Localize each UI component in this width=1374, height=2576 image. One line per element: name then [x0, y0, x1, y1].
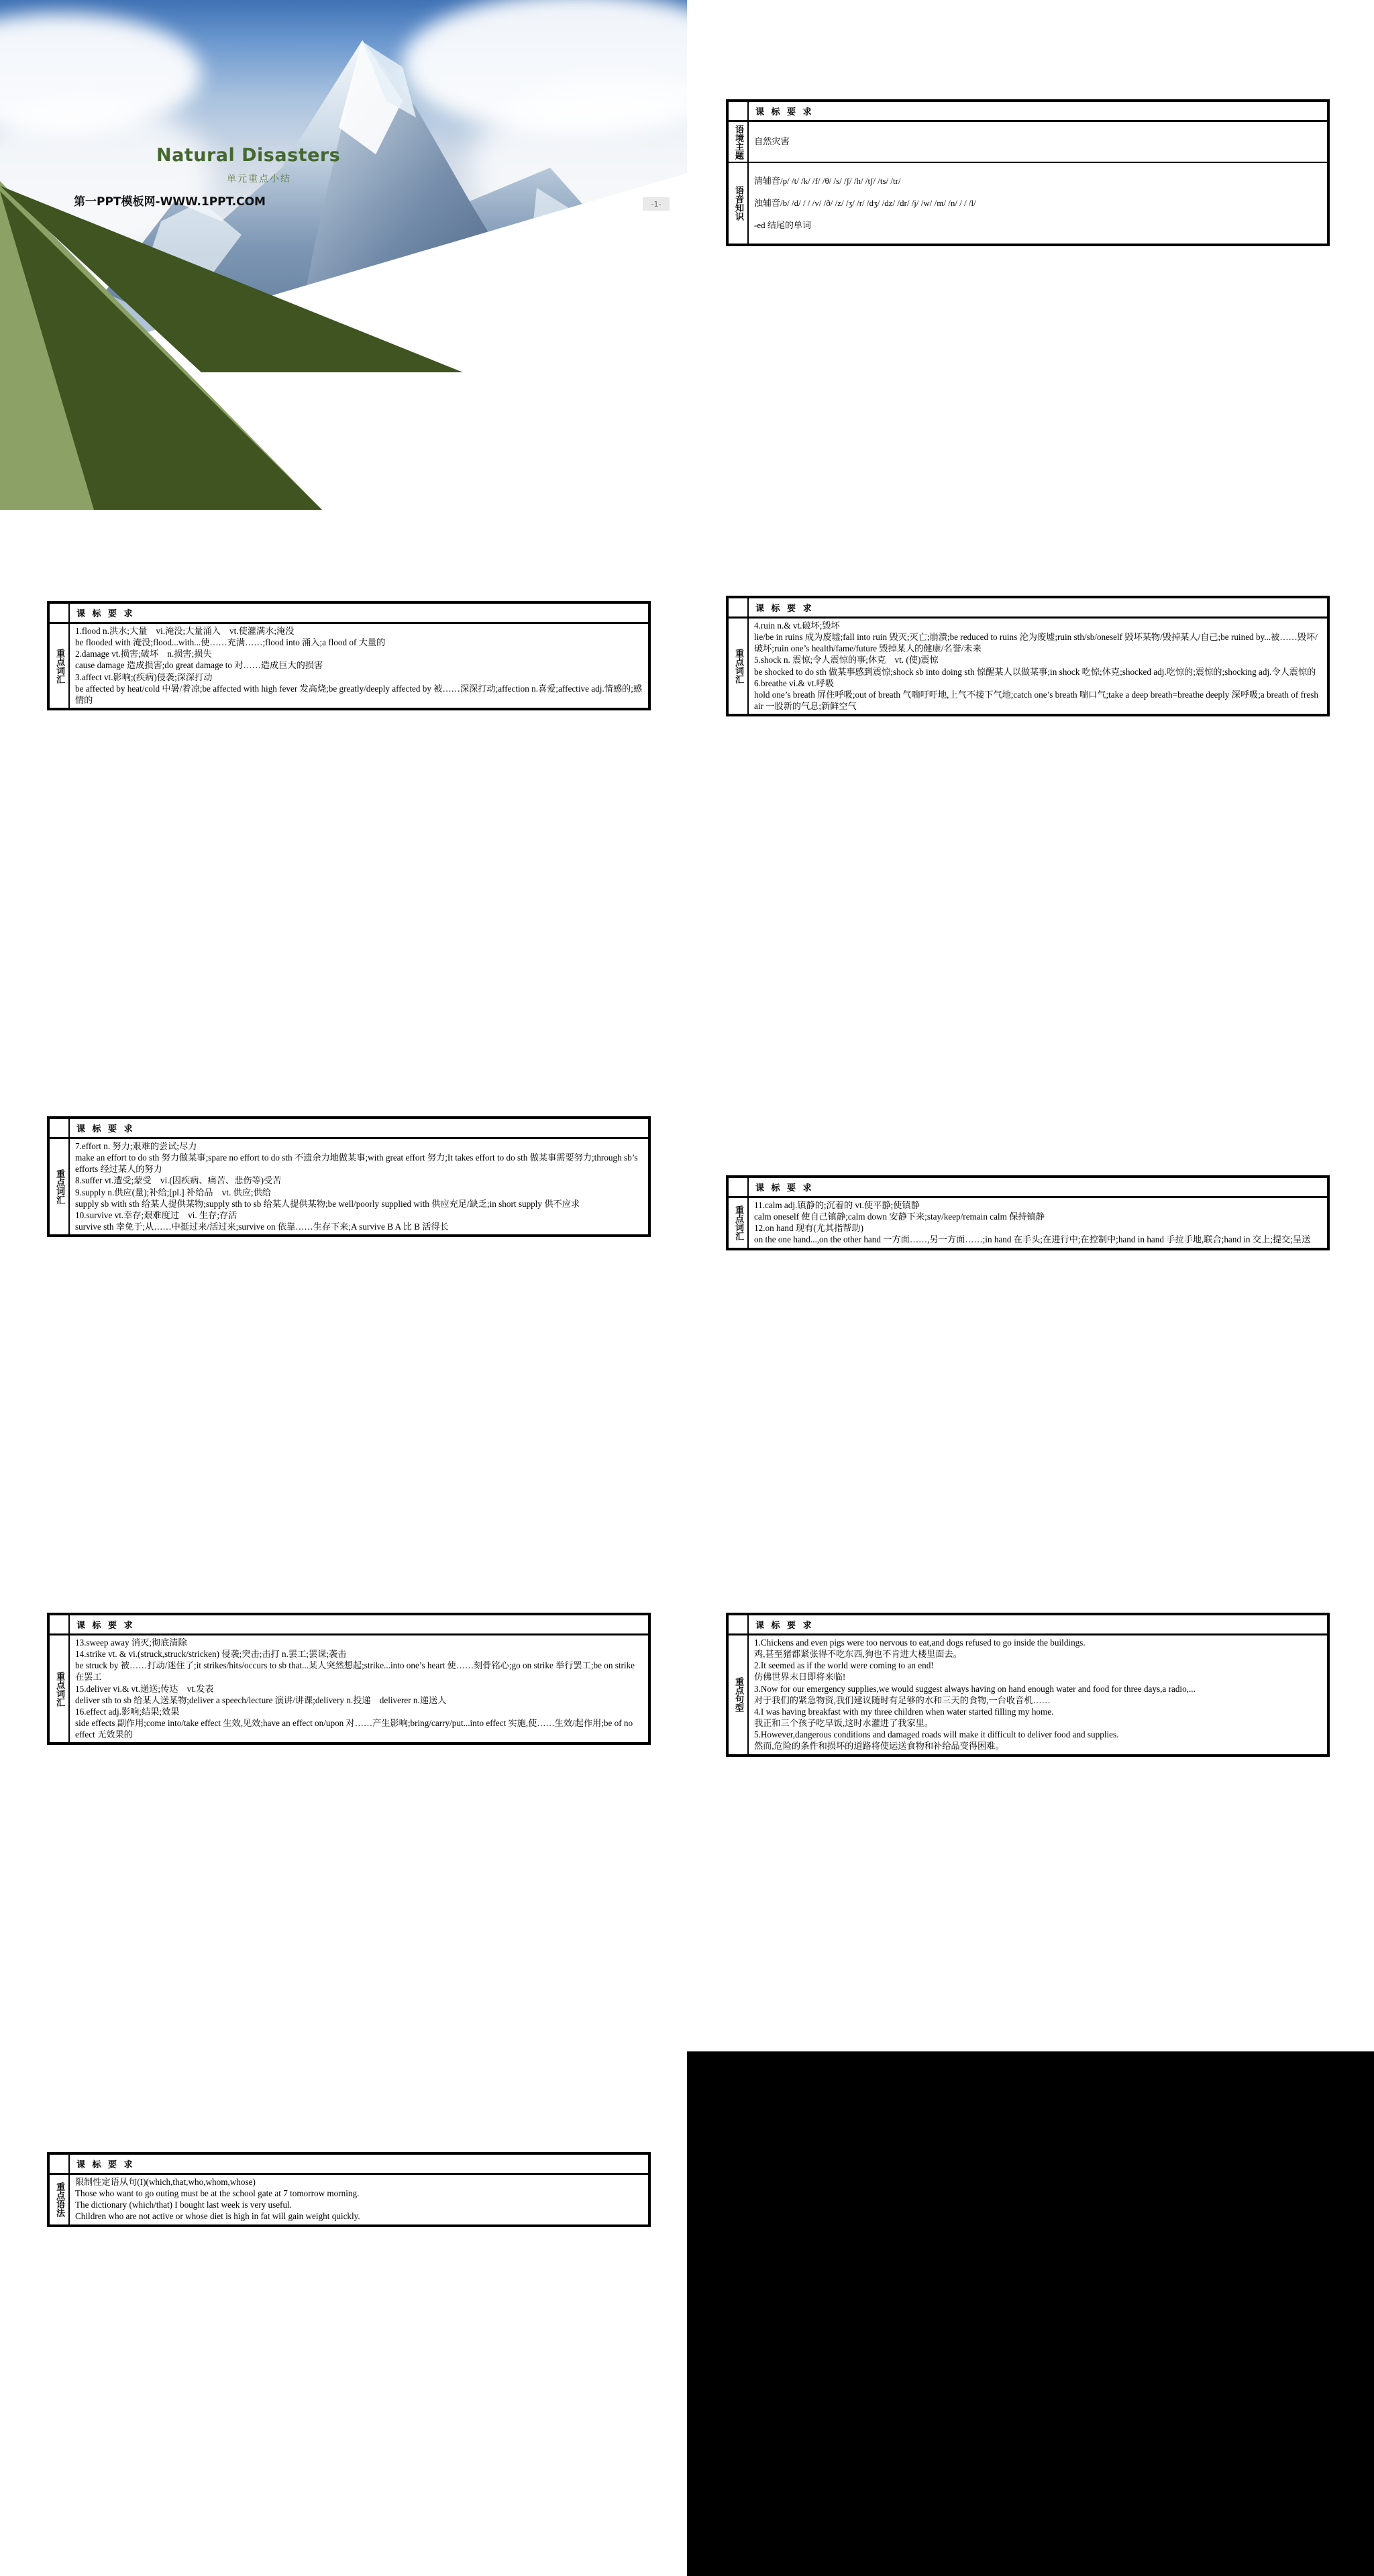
phonetics-line: 清辅音/p/ /t/ /k/ /f/ /θ/ /s/ /ʃ/ /h/ /tʃ/ /ts/ /tr/	[754, 176, 901, 186]
row-content	[70, 624, 648, 708]
row-label-cell	[729, 1635, 749, 1754]
curriculum-requirements-table-2	[47, 601, 651, 710]
vocab-entry: 12.on hand 现有(尤其指帮助)	[754, 1223, 863, 1234]
vocab-entry: calm oneself 使自己镇静;calm down 安静下来;stay/keep/remain calm 保持镇静	[754, 1212, 1045, 1222]
vocab-entry: 9.supply n.供应(量);补给;[pl.] 补给品 vt. 供应;供给	[75, 1187, 271, 1197]
table-header-row	[729, 598, 1327, 619]
table-row	[729, 1198, 1327, 1248]
sentence-entry: 3.Now for our emergency supplies,we would suggest always having on hand enough water and food for three days,a radio,...	[754, 1683, 1196, 1694]
table-row	[50, 624, 648, 708]
table-row	[50, 1139, 648, 1234]
curriculum-requirements-table-6	[47, 1613, 651, 1745]
grammar-entry: The dictionary (which/that) I bought last week is very useful.	[75, 2200, 293, 2210]
sentence-entry: 对于我们的紧急物资,我们建议随时有足够的水和三天的食物,一台收音机……	[754, 1695, 1051, 1705]
row-label-cell	[50, 624, 70, 708]
table-row	[729, 619, 1327, 714]
cover-subtitle: 单元重点小结	[227, 174, 291, 184]
vocab-entry: survive sth 幸免于;从……中挺过来/活过来;survive on 依靠……生存下来;A survive B A 比 B 活得长	[75, 1222, 449, 1232]
header-label-cell	[729, 1615, 749, 1633]
table-header-row	[50, 2155, 648, 2175]
row-label-cell	[729, 163, 749, 244]
row-label-cell	[50, 1139, 70, 1234]
row-content	[749, 1198, 1327, 1248]
sentence-entry: 1.Chickens and even pigs were too nervous to eat,and dogs refused to go inside the buildings.	[754, 1638, 1086, 1648]
vocab-entry: be affected by heat/cold 中暑/着凉;be affected with high fever 发高烧;be greatly/deeply affected by 被……深深打动;affection n.喜爱;affective adj.情感的;感情的	[75, 683, 643, 705]
table-header-label: 课 标 要 求	[76, 2160, 135, 2170]
vocab-entry: 15.deliver vi.& vt.递送;传达 vt.发表	[75, 1683, 214, 1694]
page-title: Natural Disasters	[156, 145, 341, 166]
sentence-entry: 仿佛世界末日即将来临!	[754, 1672, 846, 1682]
header-label-cell	[729, 598, 749, 616]
cover-slide	[0, 0, 687, 510]
row-content	[749, 1635, 1327, 1754]
table-header-row	[729, 1178, 1327, 1198]
table-header-row	[50, 604, 648, 624]
row-content	[70, 1635, 648, 1742]
vocab-entry: 8.suffer vt.遭受;蒙受 vi.(因疾病、痛苦、悲伤等)受苦	[75, 1175, 282, 1186]
header-label-cell	[50, 604, 70, 622]
vocab-entry: 11.calm adj.镇静的;沉着的 vt.使平静;使镇静	[754, 1200, 920, 1210]
table-header-label: 课 标 要 求	[755, 1183, 814, 1193]
header-label-cell	[729, 1178, 749, 1196]
vocab-entry: be struck by 被……打动/迷住了;it strikes/hits/occurs to sb that...某人突然想起;strike...into one’s heart 使……刻骨铭心;go on strike 举行罢工;be on strike 在罢工	[75, 1660, 635, 1682]
header-label-cell	[50, 1119, 70, 1137]
sentence-entry: 5.However,dangerous conditions and damaged roads will make it difficult to deliver food and supplies.	[754, 1729, 1119, 1740]
page-number-badge: -1-	[643, 197, 670, 211]
table-header-row	[729, 102, 1327, 122]
curriculum-requirements-table-3	[726, 596, 1330, 716]
watermark-text: 第一PPT模板网-WWW.1PPT.COM	[74, 195, 266, 209]
vocab-entry: 5.shock n. 震惊;令人震惊的事;休克 vt. (使)震惊	[754, 655, 939, 665]
grammar-entry: Children who are not active or whose diet is high in fat will gain weight quickly.	[75, 2211, 360, 2222]
row-label-text: 重点词汇	[733, 1205, 744, 1240]
row-content	[70, 2175, 648, 2224]
phonetics-line: -ed 结尾的单词	[754, 220, 811, 231]
table-header-row	[50, 1119, 648, 1139]
row-content	[749, 619, 1327, 714]
row-label-cell	[50, 2175, 70, 2224]
vocab-entry: make an effort to do sth 努力做某事;spare no effort to do sth 不遗余力地做某事;with great effort 努力;It takes effort to do sth 做某事需要努力;through sb’s efforts 经过某人的努力	[75, 1152, 638, 1175]
vocab-entry: 7.effort n. 努力;艰难的尝试;尽力	[75, 1141, 197, 1151]
row-label-text: 重点词汇	[733, 649, 744, 684]
header-label-cell	[729, 102, 749, 120]
row-label-text: 重点词汇	[54, 1671, 65, 1707]
row-label-cell	[729, 619, 749, 714]
blank-black-region	[687, 2051, 1374, 2576]
vocab-entry: cause damage 造成损害;do great damage to 对……造成巨大的损害	[75, 660, 323, 671]
table-row	[729, 163, 1327, 244]
vocab-entry: supply sb with sth 给某人提供某物;supply sth to sb 给某人提供某物;be well/poorly supplied with 供应充足/缺乏;in short supply 供不应求	[75, 1198, 580, 1209]
sentence-entry: 然而,危险的条件和损坏的道路将使运送食物和补给品变得困难。	[754, 1741, 1004, 1752]
row-label-cell	[729, 1198, 749, 1248]
table-row	[729, 122, 1327, 163]
curriculum-requirements-table-8	[47, 2152, 651, 2227]
row-label-text: 重点词汇	[54, 1169, 65, 1205]
table-header-label: 课 标 要 求	[755, 604, 814, 614]
grammar-entry: 限制性定语从句(I)(which,that,who,whom,whose)	[75, 2177, 256, 2187]
context-theme-text: 自然灾害	[754, 136, 790, 147]
header-label-cell	[50, 1615, 70, 1633]
table-header-label: 课 标 要 求	[76, 609, 135, 619]
vocab-entry: be shocked to do sth 做某事感到震惊;shock sb into doing sth 惊醒某人以做某事;in shock 吃惊;休克;shocked adj.吃惊的;震惊的;shocking adj.令人震惊的	[754, 666, 1316, 677]
header-label-cell	[50, 2155, 70, 2173]
row-label-text: 重点句型	[733, 1677, 744, 1713]
vocab-entry: 16.effect adj.影响;结果;效果	[75, 1706, 180, 1717]
table-row	[50, 2175, 648, 2224]
table-header-label: 课 标 要 求	[76, 1124, 135, 1134]
phonetics-line: 浊辅音/b/ /d/ / / /v/ /ð/ /z/ /ʒ/ /r/ /dʒ/ /dz/ /dr/ /j/ /w/ /m/ /n/ / / /l/	[754, 198, 976, 209]
row-content	[749, 122, 1327, 162]
row-label-cell	[50, 1635, 70, 1742]
table-header-row	[729, 1615, 1327, 1635]
sentence-entry: 我正和三个孩子吃早饭,这时水灌进了我家里。	[754, 1718, 934, 1729]
curriculum-requirements-table-7	[726, 1613, 1330, 1757]
row-content	[70, 1139, 648, 1234]
vocab-entry: 10.survive vt.幸存;艰难度过 vi. 生存;存活	[75, 1210, 237, 1220]
table-header-label: 课 标 要 求	[755, 107, 814, 117]
curriculum-requirements-table-4	[47, 1116, 651, 1237]
row-label-text: 重点词汇	[54, 648, 65, 684]
table-header-row	[50, 1615, 648, 1635]
curriculum-requirements-table-5	[726, 1175, 1330, 1250]
row-label-text: 语境主题	[733, 124, 744, 160]
vocab-entry: 6.breathe vi.& vt.呼吸	[754, 678, 835, 688]
sentence-entry: 鸡,甚至猪都紧张得不吃东西,狗也不肯进大楼里面去。	[754, 1649, 962, 1660]
sentence-entry: 2.It seemed as if the world were coming to an end!	[754, 1660, 934, 1671]
row-label-cell	[729, 122, 749, 162]
vocab-entry: 2.damage vt.损害;破坏 n.损害;损失	[75, 649, 212, 659]
table-header-label: 课 标 要 求	[755, 1621, 814, 1631]
row-label-text: 语音知识	[733, 186, 744, 221]
vocab-entry: 4.ruin n.& vt.破坏;毁坏	[754, 621, 840, 631]
vocab-entry: lie/be in ruins 成为废墟;fall into ruin 毁灭;灭亡;崩溃;be reduced to ruins 沦为废墟;ruin sth/sb/oneself 毁坏某物/毁掉某人/自己;be ruined by...被……毁坏/破坏;ruin one’s health/fame/future 毁掉某人的健康/名誉/未来	[754, 632, 1318, 654]
vocab-entry: 1.flood n.洪水;大量 vi.淹没;大量涌入 vt.使灌满水;淹没	[75, 626, 295, 636]
row-content	[749, 163, 1327, 244]
row-label-text: 重点语法	[54, 2182, 65, 2217]
table-row	[729, 1635, 1327, 1754]
vocab-entry: hold one’s breath 屏住呼吸;out of breath 气喘吁吁地,上气不接下气地;catch one’s breath 喘口气;take a deep breath=breathe deeply 深呼吸;a breath of fresh air 一股新的气息;新鲜空气	[754, 689, 1318, 712]
vocab-entry: 13.sweep away 消灭;彻底清除	[75, 1638, 187, 1648]
sentence-entry: 4.I was having breakfast with my three children when water started filling my home.	[754, 1706, 1054, 1717]
vocab-entry: side effects 副作用;come into/take effect 生效,见效;have an effect on/upon 对……产生影响;bring/carry/put...into effect 实施,使……生效/起作用;be of no effect 无效果的	[75, 1718, 633, 1740]
table-row	[50, 1635, 648, 1742]
curriculum-requirements-table-1	[726, 99, 1330, 246]
grammar-entry: Those who want to go outing must be at the school gate at 7 tomorrow morning.	[75, 2188, 360, 2199]
vocab-entry: 3.affect vt.影响;(疾病)侵袭;深深打动	[75, 672, 213, 682]
vocab-entry: deliver sth to sb 给某人送某物;deliver a speech/lecture 演讲/讲课;delivery n.投递 deliverer n.递送人	[75, 1695, 447, 1705]
table-header-label: 课 标 要 求	[76, 1621, 135, 1631]
vocab-entry: 14.strike vt. & vi.(struck,struck/stricken) 侵袭;突击;击打 n.罢工;罢课;袭击	[75, 1649, 347, 1660]
vocab-entry: on the one hand...,on the other hand 一方面……,另一方面……;in hand 在手头;在进行中;在控制中;hand in hand 手拉手地,联合;hand in 交上;提交;呈送	[754, 1234, 1311, 1245]
vocab-entry: be flooded with 淹没;flood...with...使……充满……;flood into 涌入;a flood of 大量的	[75, 637, 386, 648]
